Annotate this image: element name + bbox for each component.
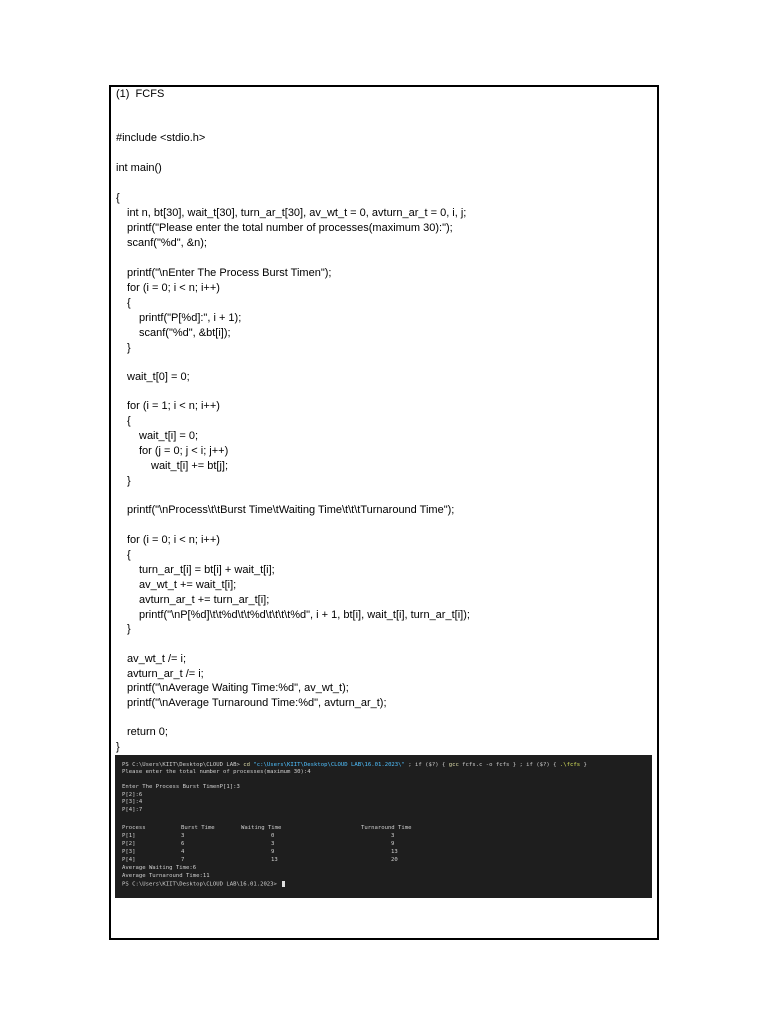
code-line-open-brace: { xyxy=(116,192,120,204)
terminal-cmd-run: .\fcfs xyxy=(559,762,581,768)
table-cell: 13 xyxy=(391,849,398,855)
code-line-wait0: wait_t[0] = 0; xyxy=(127,371,190,383)
code-line-printf-p: printf("P[%d]:", i + 1); xyxy=(139,312,242,324)
code-line-for-j: for (j = 0; j < i; j++) xyxy=(139,445,229,457)
terminal-p2-line: P[2]:6 xyxy=(122,792,143,798)
section-heading: (1) FCFS xyxy=(116,88,165,100)
table-cell: P[4] xyxy=(122,857,136,863)
terminal-avg-wait: Average Waiting Time:6 xyxy=(122,865,197,871)
table-header-turnaround: Turnaround Time xyxy=(361,825,412,831)
table-cell: 0 xyxy=(271,833,275,839)
code-line-for2-close: } xyxy=(127,475,131,487)
terminal-output xyxy=(115,755,652,898)
table-cell: P[2] xyxy=(122,841,136,847)
code-line-for1: for (i = 0; i < n; i++) xyxy=(127,282,220,294)
table-header-burst: Burst Time xyxy=(181,825,215,831)
terminal-prompt-line: Please enter the total number of processes(maximum 30):4 xyxy=(122,769,311,775)
code-line-for3-open: { xyxy=(127,549,131,561)
terminal-cmd-path: "c:\Users\KIIT\Desktop\CLOUD LAB\16.01.2023\" xyxy=(253,762,405,768)
code-line-scanf-bt: scanf("%d", &bt[i]); xyxy=(139,327,231,339)
terminal-ps-prefix: PS C:\Users\KIIT\Desktop\CLOUD LAB> xyxy=(122,762,244,768)
code-line-for2: for (i = 1; i < n; i++) xyxy=(127,400,220,412)
code-line-printf-header: printf("\nProcess\t\tBurst Time\tWaiting Time\t\t\tTurnaround Time"); xyxy=(127,504,455,516)
code-line-av-wt-sum: av_wt_t += wait_t[i]; xyxy=(139,579,237,591)
code-line-for1-close: } xyxy=(127,342,131,354)
code-line-avturn-sum: avturn_ar_t += turn_ar_t[i]; xyxy=(139,594,270,606)
terminal-cmd-end: } xyxy=(580,762,587,768)
code-line-decl: int n, bt[30], wait_t[30], turn_ar_t[30], av_wt_t = 0, avturn_ar_t = 0, i, j; xyxy=(127,207,467,219)
code-line-wait-sum: wait_t[i] += bt[j]; xyxy=(151,460,229,472)
terminal-p3-line: P[3]:4 xyxy=(122,799,143,805)
table-cell: 7 xyxy=(181,857,185,863)
code-line-include: #include <stdio.h> xyxy=(116,132,206,144)
code-line-close-brace: } xyxy=(116,741,120,753)
table-cell: 3 xyxy=(391,833,395,839)
terminal-p4-line: P[4]:7 xyxy=(122,807,143,813)
table-cell: 3 xyxy=(181,833,185,839)
code-line-for2-open: { xyxy=(127,415,131,427)
table-cell: P[3] xyxy=(122,849,136,855)
terminal-cmd-sep2: } ; if ($?) { xyxy=(509,762,560,768)
code-line-avturn-div: avturn_ar_t /= i; xyxy=(127,668,204,680)
table-cell: 20 xyxy=(391,857,398,863)
terminal-burst-line: Enter The Process Burst TimenP[1]:3 xyxy=(122,784,240,790)
terminal-cmd-gcc: gcc xyxy=(448,762,459,768)
table-cell: 4 xyxy=(181,849,185,855)
table-cell: 9 xyxy=(271,849,275,855)
terminal-cmd-sep1: ; if ($?) { xyxy=(404,762,449,768)
code-line-for3: for (i = 0; i < n; i++) xyxy=(127,534,220,546)
code-line-printf-avg-turn: printf("\nAverage Turnaround Time:%d", avturn_ar_t); xyxy=(127,697,387,709)
table-cell: P[1] xyxy=(122,833,136,839)
code-line-for3-close: } xyxy=(127,623,131,635)
table-cell: 3 xyxy=(271,841,275,847)
table-cell: 9 xyxy=(391,841,395,847)
code-line-scanf-n: scanf("%d", &n); xyxy=(127,237,207,249)
terminal-cursor xyxy=(282,881,285,887)
terminal-final-prompt xyxy=(122,881,285,889)
terminal-cmd-compile: fcfs.c -o fcfs xyxy=(458,762,510,768)
code-line-main: int main() xyxy=(116,162,162,174)
table-header-process: Process xyxy=(122,825,146,831)
terminal-cmd-cd: cd xyxy=(243,762,254,768)
terminal-command-line xyxy=(122,762,587,769)
terminal-avg-turn: Average Turnaround Time:11 xyxy=(122,873,210,879)
table-cell: 6 xyxy=(181,841,185,847)
code-line-av-wt-div: av_wt_t /= i; xyxy=(127,653,187,665)
code-line-for1-open: { xyxy=(127,297,131,309)
table-cell: 13 xyxy=(271,857,278,863)
code-line-wait-i: wait_t[i] = 0; xyxy=(139,430,199,442)
code-line-printf-prompt: printf("Please enter the total number of processes(maximum 30):"); xyxy=(127,222,453,234)
table-header-waiting: Waiting Time xyxy=(241,825,282,831)
code-line-printf-row: printf("\nP[%d]\t\t%d\t\t%d\t\t\t\t%d", i + 1, bt[i], wait_t[i], turn_ar_t[i]); xyxy=(139,609,470,621)
code-line-turn-calc: turn_ar_t[i] = bt[i] + wait_t[i]; xyxy=(139,564,275,576)
code-line-return: return 0; xyxy=(127,726,168,738)
code-line-printf-burst: printf("\nEnter The Process Burst Timen"); xyxy=(127,267,332,279)
code-line-printf-avg-wait: printf("\nAverage Waiting Time:%d", av_wt_t); xyxy=(127,682,349,694)
terminal-final-prompt-text: PS C:\Users\KIIT\Desktop\CLOUD LAB\16.01.2023> xyxy=(122,881,281,888)
